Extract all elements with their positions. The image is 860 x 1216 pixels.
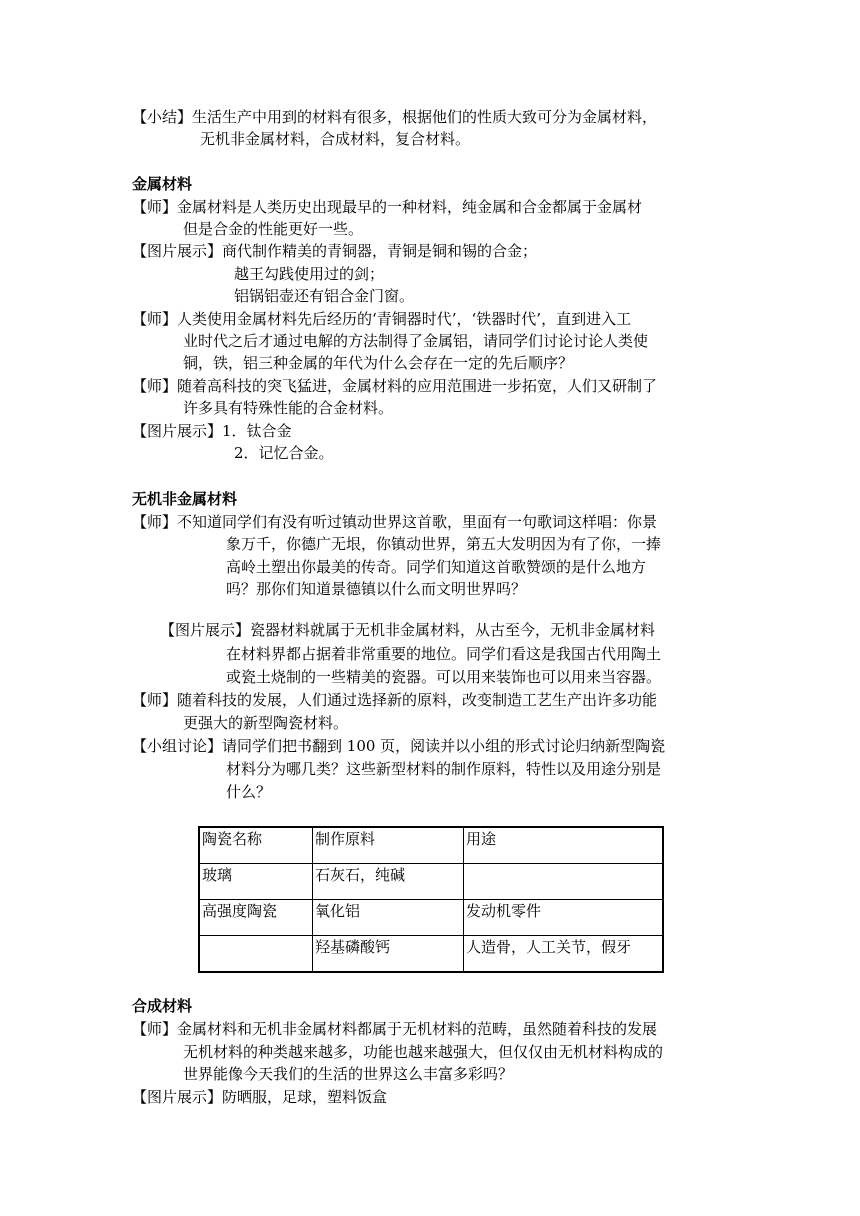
table-cell: 高强度陶瓷 — [199, 900, 313, 936]
paragraph-line: 吗？那你们知道景德镇以什么而文明世界吗？ — [226, 580, 527, 598]
section-heading-nonmetal: 无机非金属材料 — [132, 490, 238, 508]
paragraph-line: 【师】随着高科技的突飞猛进，金属材料的应用范围进一步拓宽，人们又研制了 — [132, 377, 658, 395]
picture-line: 【图片展示】瓷器材料就属于无机非金属材料，从古至今，无机非金属材料 — [160, 621, 656, 639]
section-heading-synthetic: 合成材料 — [132, 997, 193, 1015]
table-header-row — [199, 827, 663, 864]
paragraph-line: 铜，铁，铝三种金属的年代为什么会存在一定的先后顺序？ — [183, 354, 574, 372]
picture-line: 在材料界都占据着非常重要的地位。同学们看这是我国古代用陶土 — [226, 645, 662, 663]
table-cell — [464, 864, 664, 900]
picture-line: 【图片展示】防晒服，足球，塑料饭盒 — [132, 1088, 388, 1106]
table-cell: 氧化铝 — [313, 900, 464, 936]
table-row — [199, 900, 663, 936]
paragraph-line: 但是合金的性能更好一些。 — [183, 220, 364, 238]
paragraph-line: 许多具有特殊性能的合金材料。 — [183, 399, 394, 417]
picture-line: 【图片展示】1．钛合金 — [132, 422, 292, 440]
group-discussion-line: 什么？ — [226, 783, 272, 801]
picture-line: 铝锅铝壶还有铝合金门窗。 — [234, 287, 415, 305]
ceramics-table — [198, 826, 664, 973]
section-heading-metal: 金属材料 — [132, 175, 193, 193]
picture-line: 越王勾践使用过的剑； — [234, 265, 385, 283]
summary-line: 【小结】生活生产中用到的材料有很多，根据他们的性质大致可分为金属材料， — [132, 108, 658, 126]
paragraph-line: 【师】随着科技的发展，人们通过选择新的原料，改变制造工艺生产出许多功能 — [132, 691, 658, 709]
table-cell: 石灰石，纯碱 — [313, 864, 464, 900]
table-header-cell: 用途 — [464, 827, 664, 864]
paragraph-line: 业时代之后才通过电解的方法制得了金属铝，请同学们讨论讨论人类使 — [183, 332, 649, 350]
paragraph-line: 象万千，你德广无垠，你镇动世界，第五大发明因为有了你，一捧 — [226, 535, 662, 553]
paragraph-line: 【师】金属材料是人类历史出现最早的一种材料，纯金属和合金都属于金属材 — [132, 198, 643, 216]
table-row — [199, 864, 663, 900]
picture-line: 【图片展示】商代制作精美的青铜器，青铜是铜和锡的合金； — [132, 242, 538, 260]
paragraph-line: 高岭土塑出你最美的传奇。同学们知道这首歌赞颂的是什么地方 — [226, 558, 647, 576]
picture-line: 2．记忆合金。 — [234, 444, 334, 462]
summary-line: 无机非金属材料，合成材料，复合材料。 — [200, 130, 471, 148]
table-cell: 发动机零件 — [464, 900, 664, 936]
paragraph-line: 【师】金属材料和无机非金属材料都属于无机材料的范畴，虽然随着科技的发展 — [132, 1020, 658, 1038]
paragraph-line: 世界能像今天我们的生活的世界这么丰富多彩吗？ — [183, 1065, 514, 1083]
group-discussion-line: 材料分为哪几类？这些新型材料的制作原料，特性以及用途分别是 — [226, 760, 662, 778]
group-discussion-line: 【小组讨论】请同学们把书翻到 100 页，阅读并以小组的形式讨论归纳新型陶瓷 — [132, 737, 666, 755]
table-header-cell: 陶瓷名称 — [199, 827, 313, 864]
paragraph-line: 无机材料的种类越来越多，功能也越来越强大，但仅仅由无机材料构成的 — [183, 1043, 664, 1061]
table-cell — [199, 936, 313, 973]
table-row — [199, 936, 663, 973]
paragraph-line: 更强大的新型陶瓷材料。 — [183, 714, 349, 732]
paragraph-line: 【师】不知道同学们有没有听过镇动世界这首歌，里面有一句歌词这样唱：你景 — [132, 513, 658, 531]
table-cell: 羟基磷酸钙 — [313, 936, 464, 973]
table-cell: 玻璃 — [199, 864, 313, 900]
table-cell: 人造骨，人工关节，假牙 — [464, 936, 664, 973]
table-header-cell: 制作原料 — [313, 827, 464, 864]
picture-line: 或瓷土烧制的一些精美的瓷器。可以用来装饰也可以用来当容器。 — [226, 668, 662, 686]
paragraph-line: 【师】人类使用金属材料先后经历的‘青铜器时代’，‘铁器时代’，直到进入工 — [132, 310, 632, 328]
